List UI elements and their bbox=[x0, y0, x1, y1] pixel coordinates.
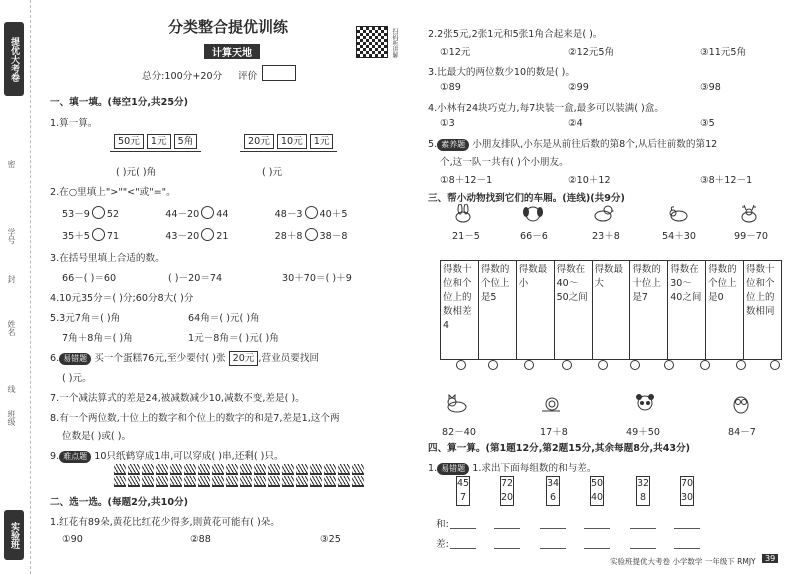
choice-2-opt-c[interactable]: ③11元5角 bbox=[700, 47, 747, 58]
score-info: 总分:100分+20分 bbox=[142, 71, 223, 82]
top-animal-expr: 23＋8 bbox=[592, 231, 620, 242]
expr: 21 bbox=[216, 231, 229, 242]
money-box: 20元 bbox=[229, 351, 259, 366]
calc-q1-text: 1.求出下面每组数的和与差。 bbox=[472, 463, 597, 474]
seal-line bbox=[30, 0, 31, 574]
compare-circle[interactable] bbox=[92, 228, 105, 241]
compare-circle[interactable] bbox=[92, 206, 105, 219]
answer-blank[interactable] bbox=[674, 528, 700, 529]
train-car[interactable]: 得数最大 bbox=[592, 261, 630, 360]
q7-label: 7.一个减法算式的差是24,被减数减少10,减数不变,差是( )。 bbox=[50, 393, 305, 404]
expr: 48－3 bbox=[274, 209, 303, 220]
difficult-badge: 难点题 bbox=[59, 451, 91, 463]
compare-circle[interactable] bbox=[201, 206, 214, 219]
wheel bbox=[664, 360, 674, 370]
q6-line: 6. 易错题 买一个蛋糕76元,至少要付( )张 20元 ,营业员要找回 bbox=[50, 353, 320, 364]
expr: 44 bbox=[216, 209, 229, 220]
spine-name-label: 姓名 bbox=[7, 320, 16, 336]
binding-spine bbox=[0, 0, 28, 574]
answer-blank[interactable] bbox=[540, 528, 566, 529]
spine-id-label: 学号 bbox=[7, 228, 16, 244]
section-3-title: 三、帮小动物找到它们的车厢。(连线)(共9分) bbox=[428, 193, 625, 204]
expr: 71 bbox=[106, 231, 120, 242]
subtitle-text: 计算天地 bbox=[212, 48, 252, 59]
qr-note: 扫码听讲解 bbox=[391, 28, 398, 58]
section-2-title: 二、选一选。(每题2分,共10分) bbox=[50, 497, 188, 508]
money-box: 1元 bbox=[310, 134, 334, 149]
snail-icon bbox=[540, 394, 562, 414]
choice-2-opt-a[interactable]: ①12元 bbox=[440, 47, 471, 58]
compare-circle[interactable] bbox=[305, 228, 318, 241]
pair-number: 20 bbox=[501, 492, 514, 503]
wheel bbox=[630, 360, 640, 370]
literacy-badge: 素养题 bbox=[437, 139, 469, 151]
number-pair bbox=[636, 476, 650, 506]
top-animal-expr: 66－6 bbox=[520, 231, 548, 242]
answer-blank[interactable] bbox=[494, 548, 520, 549]
choice-1-opt-a[interactable]: ①90 bbox=[62, 534, 83, 545]
q1-group-b bbox=[240, 134, 337, 152]
pair-number: 34 bbox=[547, 478, 560, 489]
choice-5-opt-b[interactable]: ②10＋12 bbox=[568, 175, 611, 186]
q6-tail: ,营业员要找回 bbox=[258, 353, 320, 364]
wheel bbox=[488, 360, 498, 370]
pair-number: 50 bbox=[591, 478, 604, 489]
compare-circle[interactable] bbox=[201, 228, 214, 241]
money-box: 5角 bbox=[174, 134, 198, 149]
eval-label: 评价 bbox=[238, 71, 258, 82]
expr: 28＋8 bbox=[274, 231, 303, 242]
choice-1-opt-b[interactable]: ②88 bbox=[190, 534, 211, 545]
train-car[interactable]: 得数最小 bbox=[516, 261, 554, 360]
top-animal-expr: 54＋30 bbox=[662, 231, 697, 242]
wheel bbox=[736, 360, 746, 370]
money-box: 20元 bbox=[244, 134, 274, 149]
q9-text: 10只纸鹤穿成1串,可以穿成( )串,还剩( )只。 bbox=[94, 451, 284, 462]
dog-icon bbox=[522, 204, 544, 224]
choice-4: 4.小林有24块巧克力,每7块装一盒,最多可以装满( )盒。 bbox=[428, 103, 664, 114]
pair-number: 8 bbox=[639, 492, 647, 503]
wheel bbox=[598, 360, 608, 370]
compare-circle[interactable] bbox=[305, 206, 318, 219]
choice-2-opt-b[interactable]: ②12元5角 bbox=[568, 47, 615, 58]
choice-1-opt-c[interactable]: ③25 bbox=[320, 534, 341, 545]
choice-1: 1.红花有89朵,黄花比红花少得多,則黄花可能有( )朵。 bbox=[50, 517, 280, 528]
page-title: 分类整合提优训练 bbox=[168, 18, 289, 36]
answer-blank[interactable] bbox=[630, 548, 656, 549]
panda-icon bbox=[634, 394, 656, 414]
expr: 53－9 bbox=[62, 209, 90, 220]
q5-b: 64角＝( )元( )角 bbox=[188, 313, 260, 324]
choice-4-opt-a[interactable]: ①3 bbox=[440, 118, 455, 129]
expr: 38－8 bbox=[319, 231, 348, 242]
bottom-animal-expr: 49＋50 bbox=[626, 427, 661, 438]
crane-row-2 bbox=[114, 476, 366, 490]
number-pair bbox=[456, 476, 470, 506]
spine-seal-1: 密 bbox=[7, 160, 16, 168]
answer-blank[interactable] bbox=[494, 528, 520, 529]
choice-2: 2.2张5元,2张1元和5张1角合起来是( )。 bbox=[428, 29, 603, 40]
q3-item-3: 30＋70＝( )＋9 bbox=[282, 273, 352, 284]
train-car[interactable]: 得数在40～50之间 bbox=[554, 261, 592, 360]
train-car[interactable]: 得数的十位上是7 bbox=[630, 261, 668, 360]
train-cars bbox=[440, 260, 782, 360]
wheel bbox=[524, 360, 534, 370]
pair-number: 6 bbox=[549, 492, 557, 503]
sum-label: 和: bbox=[436, 519, 449, 530]
diff-label: 差: bbox=[436, 539, 449, 550]
number-pair bbox=[500, 476, 514, 506]
wheel bbox=[562, 360, 572, 370]
choice-5-line: 5. 素养题 小朋友排队,小东是从前往后数的第8个,从后往前数的第12 bbox=[428, 139, 718, 150]
error-prone-badge: 易错题 bbox=[59, 353, 91, 365]
answer-blank[interactable] bbox=[584, 548, 610, 549]
choice-3: 3.比最大的两位数少10的数是( )。 bbox=[428, 67, 576, 78]
qr-code-icon[interactable] bbox=[356, 26, 388, 58]
bottom-animal-expr: 17＋8 bbox=[540, 427, 568, 438]
q3-label: 3.在括号里填上合适的数。 bbox=[50, 253, 165, 264]
expr: 35＋5 bbox=[62, 231, 90, 242]
train-car[interactable]: 得数在30～40之间 bbox=[668, 261, 706, 360]
answer-blank[interactable] bbox=[584, 528, 610, 529]
owl-icon bbox=[730, 394, 752, 414]
answer-blank[interactable] bbox=[450, 528, 476, 529]
wheel bbox=[770, 360, 780, 370]
answer-blank[interactable] bbox=[630, 528, 656, 529]
section-1-title: 一、填一填。(每空1分,共25分) bbox=[50, 97, 188, 108]
money-box: 50元 bbox=[114, 134, 144, 149]
bird-icon bbox=[592, 204, 614, 224]
q1-label: 1.算一算。 bbox=[50, 118, 98, 129]
choice-3-opt-b[interactable]: ②99 bbox=[568, 82, 589, 93]
choice-5-text: 小朋友排队,小东是从前往后数的第8个,从后往前数的第12 bbox=[472, 139, 718, 150]
q5-c: 7角＋8角＝( )角 bbox=[62, 333, 133, 344]
answer-blank[interactable] bbox=[540, 548, 566, 549]
q9-line: 9. 难点题 10只纸鹤穿成1串,可以穿成( )串,还剩( )只。 bbox=[50, 451, 284, 462]
q2-row-1 bbox=[62, 206, 347, 220]
spine-class-label: 班级 bbox=[7, 410, 16, 426]
spine-bottom-label: 实验班 bbox=[4, 510, 24, 560]
pair-number: 40 bbox=[591, 492, 604, 503]
q1-answer-a: ( )元( )角 bbox=[116, 167, 157, 178]
train-car[interactable]: 得数十位和个位上的数相差4 bbox=[441, 261, 479, 360]
q3-item-1: 66－( )＝60 bbox=[62, 273, 117, 284]
wheel bbox=[456, 360, 466, 370]
choice-3-opt-c[interactable]: ③98 bbox=[700, 82, 721, 93]
spine-brand: 提优大考卷 bbox=[4, 22, 24, 96]
pair-number: 32 bbox=[637, 478, 650, 489]
error-prone-badge: 易错题 bbox=[437, 463, 469, 475]
q6-end: ( )元。 bbox=[62, 373, 92, 384]
rabbit-icon bbox=[452, 204, 474, 224]
q8-label-2: 位数是( )或( )。 bbox=[62, 431, 132, 442]
q6-text: 买一个蛋糕76元,至少要付( )张 bbox=[94, 353, 226, 364]
q1-group-a bbox=[110, 134, 201, 152]
top-animal-expr: 21－5 bbox=[452, 231, 480, 242]
q5-a: 5.3元7角＝( )角 bbox=[50, 313, 121, 324]
expr: 43－20 bbox=[165, 231, 200, 242]
page-number: 39 bbox=[762, 554, 778, 563]
section-4-title: 四、算一算。(第1题12分,第2题15分,其余每题8分,共43分) bbox=[428, 443, 691, 454]
q8-label: 8.有一个两位数,十位上的数字和个位上的数字的和是7,差是1,这个两 bbox=[50, 413, 340, 424]
train-car[interactable]: 得数十位和个位上的数相同 bbox=[744, 261, 782, 360]
bottom-animal-expr: 84－7 bbox=[728, 427, 756, 438]
top-animal-expr: 99－70 bbox=[734, 231, 769, 242]
choice-5-opt-c[interactable]: ③8＋12－1 bbox=[700, 175, 753, 186]
page-subtitle bbox=[204, 44, 260, 59]
pair-number: 7 bbox=[459, 492, 467, 503]
footer-text: 实验班提优大考卷 小学数学 一年级下 RMJY bbox=[610, 557, 756, 566]
expr: 44－20 bbox=[165, 209, 200, 220]
bottom-animal-expr: 82－40 bbox=[442, 427, 477, 438]
q3-item-2: ( )－20＝74 bbox=[168, 273, 223, 284]
choice-5-text-2: 个,这一队一共有( )个小朋友。 bbox=[440, 157, 569, 168]
q1-answer-b: ( )元 bbox=[262, 167, 283, 178]
q5-d: 1元－8角＝( )元( )角 bbox=[188, 333, 279, 344]
spine-seal-3: 线 bbox=[7, 385, 16, 393]
expr: 40＋5 bbox=[319, 209, 348, 220]
number-pair bbox=[680, 476, 694, 506]
train-car[interactable]: 得数的个位上是5 bbox=[478, 261, 516, 360]
number-pair bbox=[546, 476, 560, 506]
pair-number: 72 bbox=[501, 478, 514, 489]
pair-number: 45 bbox=[457, 478, 470, 489]
number-pair bbox=[590, 476, 604, 506]
q2-label: 2.在○里填上">""<"或"="。 bbox=[50, 187, 176, 198]
expr: 52 bbox=[106, 209, 120, 220]
answer-blank[interactable] bbox=[674, 548, 700, 549]
deer-icon bbox=[738, 204, 760, 224]
spine-seal-2: 封 bbox=[7, 275, 16, 283]
calc-q1-line: 1. 易错题 1.求出下面每组数的和与差。 bbox=[428, 463, 597, 474]
q4-label: 4.10元35分＝( )分;60分8大( )分 bbox=[50, 293, 194, 304]
pair-number: 70 bbox=[681, 478, 694, 489]
train-car[interactable]: 得数的个位上是0 bbox=[706, 261, 744, 360]
goat-icon bbox=[668, 204, 690, 224]
pair-number: 30 bbox=[681, 492, 694, 503]
answer-blank[interactable] bbox=[450, 548, 476, 549]
q2-row-2 bbox=[62, 228, 347, 242]
choice-3-opt-a[interactable]: ①89 bbox=[440, 82, 461, 93]
cat-icon bbox=[446, 394, 468, 414]
wheel bbox=[700, 360, 710, 370]
choice-4-opt-c[interactable]: ③5 bbox=[700, 118, 715, 129]
money-box: 10元 bbox=[277, 134, 307, 149]
choice-5-opt-a[interactable]: ①8＋12－1 bbox=[440, 175, 493, 186]
choice-4-opt-b[interactable]: ②4 bbox=[568, 118, 583, 129]
money-box: 1元 bbox=[147, 134, 171, 149]
eval-box bbox=[262, 65, 296, 81]
